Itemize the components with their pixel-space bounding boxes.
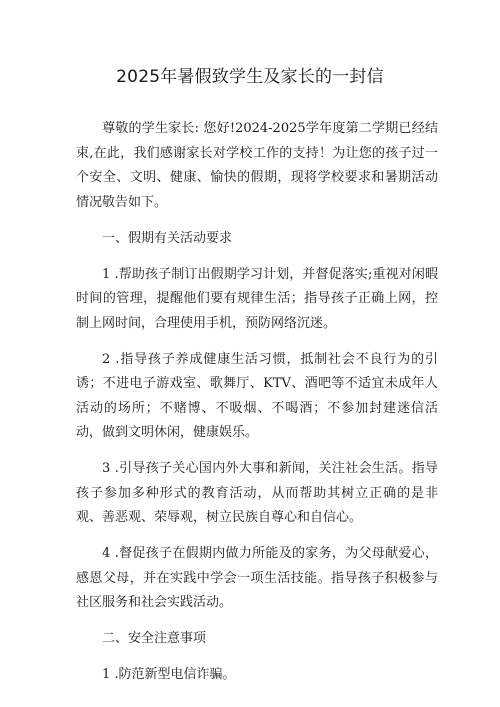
- activity-item-4: 4 .督促孩子在假期内做力所能及的家务，为父母献爱心，感恩父母，并在实践中学会一项生活技能。指导孩子积极参与社区服务和社会实践活动。: [76, 546, 438, 610]
- greeting-paragraph: 尊敬的学生家长: 您好!2024-2025学年度第二学期已经结束,在此，我们感谢家长对学校工作的支持！为让您的孩子过一个安全、文明、健康、愉快的假期，现将学校要求和暑期活动情况敬告如下。: [76, 121, 438, 210]
- section-heading-safety: 二、安全注意事项: [102, 631, 207, 646]
- safety-item-1: 1 .防范新型电信诈骗。: [102, 667, 236, 682]
- activity-item-1: 1 .帮助孩子制订出假期学习计划，并督促落实;重视对闲暇时间的管理，提醒他们要有规律生活；指导孩子正确上网，控制上网时间，合理使用手机，预防网络沉迷。: [76, 266, 438, 331]
- section-heading-activities: 一、假期有关活动要求: [102, 230, 233, 246]
- document-body: [76, 117, 438, 699]
- activity-item-2: 2 .指导孩子养成健康生活习惯，抵制社会不良行为的引诱；不进电子游戏室、歌舞厅、KTV、酒吧等不适宜未成年人活动的场所；不赌博、不吸烟、不喝酒；不参加封建迷信活动，做到文明休闲，健康娱乐。: [76, 351, 438, 440]
- document-title: 2025年暑假致学生及家长的一封信: [116, 67, 384, 87]
- activity-item-3: 3 .引导孩子关心国内外大事和新闻，关注社会生活。指导孩子参加多种形式的教育活动，从而帮助其树立正确的是非观、善恶观、荣辱观，树立民族自尊心和自信心。: [76, 461, 438, 525]
